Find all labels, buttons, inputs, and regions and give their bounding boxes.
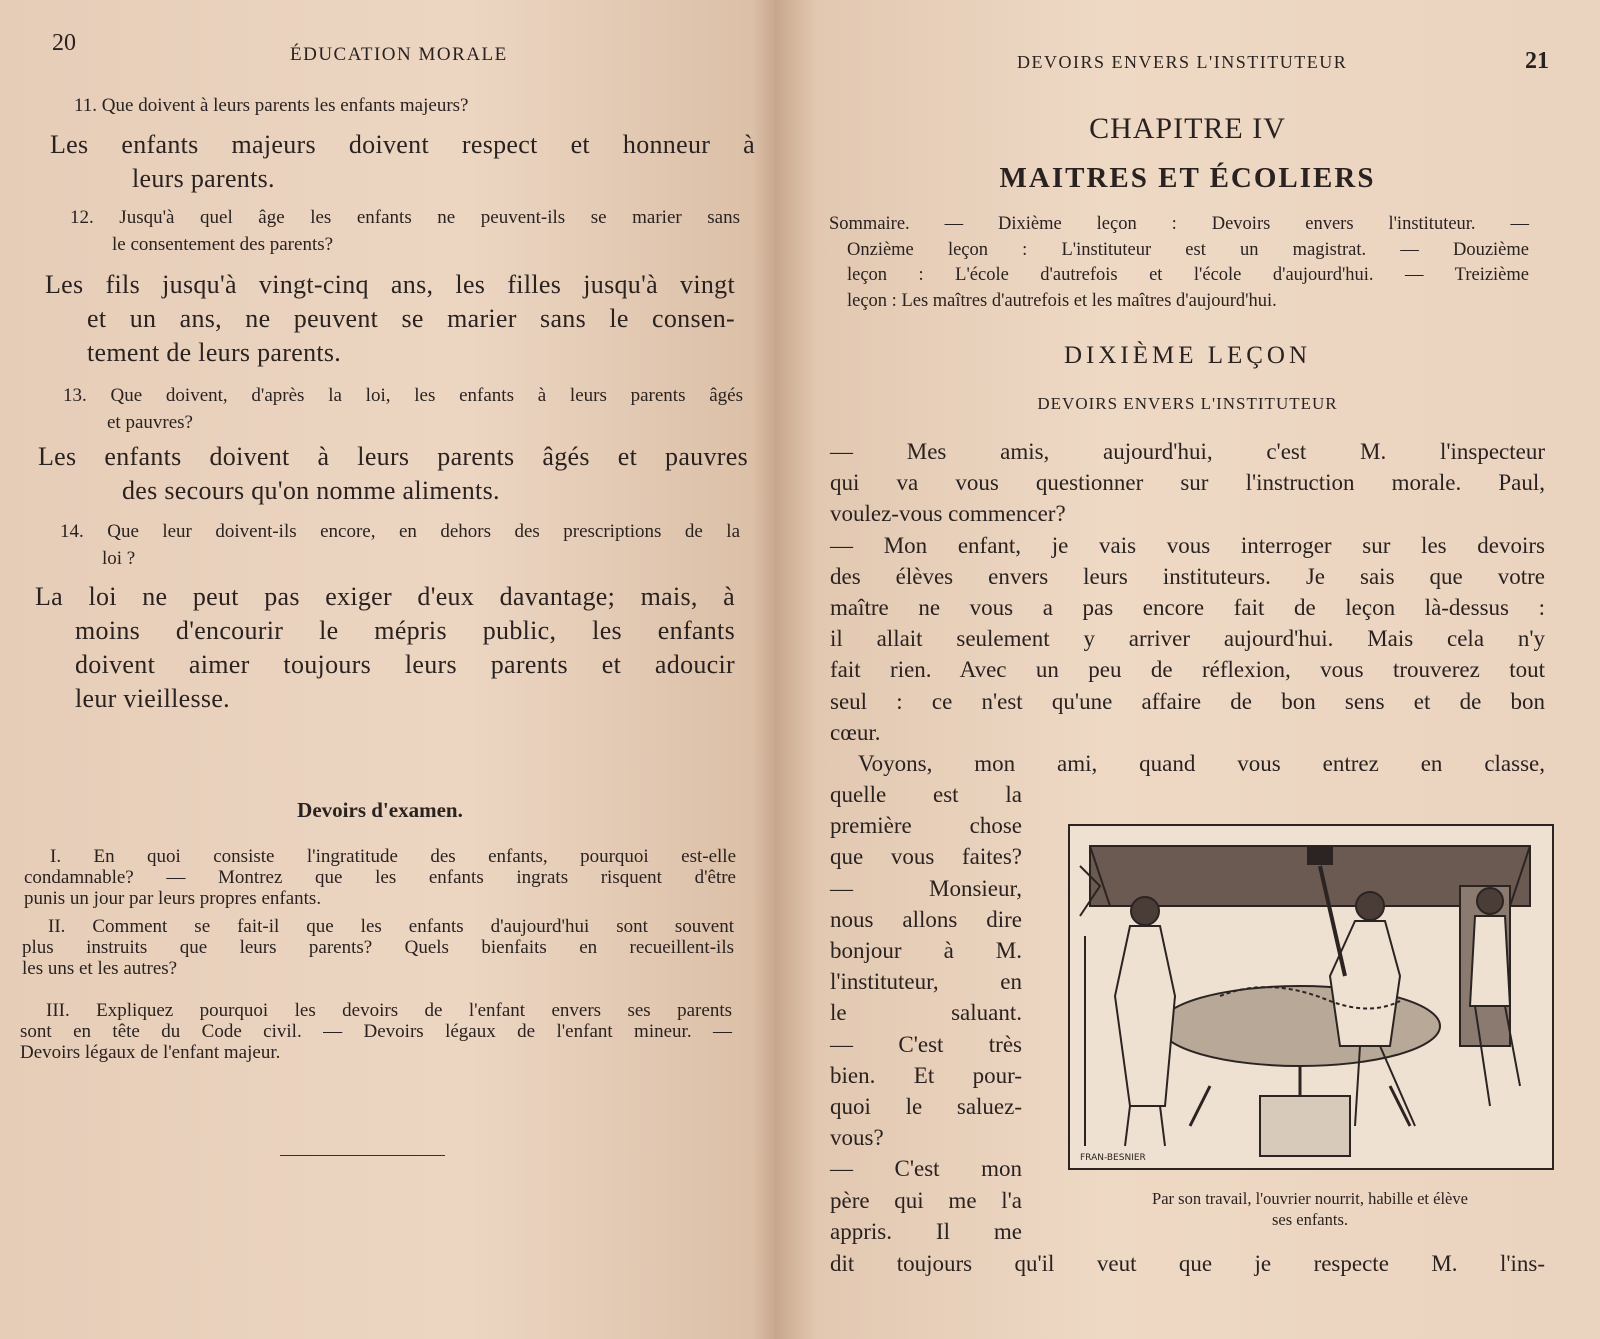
lesson-title: DIXIÈME LEÇON: [1063, 342, 1312, 369]
text-line: Devoirs légaux de l'enfant majeur.: [20, 1042, 281, 1063]
text-line: vous?: [830, 1125, 884, 1151]
text-line: quelle est la: [830, 782, 1022, 807]
chapter-title: MAITRES ET ÉCOLIERS: [999, 162, 1376, 194]
dialogue-text-narrow: [830, 779, 1022, 1247]
text-line: Onzième leçon : L'instituteur est un magistrat. — Douzième: [847, 239, 1529, 260]
text-line: Sommaire. — Dixième leçon : Devoirs envers l'instituteur. —: [829, 214, 1529, 234]
text-line: seul : ce n'est qu'une affaire de bon sens et de bon: [830, 688, 1545, 714]
answer: [35, 580, 735, 716]
text-line: Voyons, mon ami, quand vous entrez en classe,: [858, 751, 1545, 777]
closing-rule: [280, 1155, 445, 1156]
text-line: leurs parents.: [132, 164, 275, 193]
text-line: quoi le saluez-: [830, 1094, 1022, 1120]
exam-question: [22, 916, 734, 979]
text-line: des élèves envers leurs instituteurs. Je sais que votre: [830, 563, 1545, 589]
text-line: sont en tête du Code civil. — Devoirs légaux de l'enfant mineur. —: [20, 1021, 732, 1042]
exam-question: [20, 1000, 732, 1063]
text-line: des secours qu'on nomme aliments.: [122, 476, 500, 505]
illustration-signature: FRAN-BESNIER: [1080, 1153, 1146, 1163]
text-line: — C'est très: [830, 1031, 1022, 1057]
text-line: leçon : Les maîtres d'autrefois et les maîtres d'aujourd'hui.: [847, 290, 1277, 311]
text-line: punis un jour par leurs propres enfants.: [24, 888, 322, 909]
text-line: il allait seulement y arriver aujourd'hui. Mais cela n'y: [830, 626, 1545, 652]
text-line: plus instruits que leurs parents? Quels bienfaits en recueillent-ils: [22, 937, 734, 958]
question: [74, 92, 734, 119]
text-line: condamnable? — Montrez que les enfants ingrats risquent d'être: [24, 867, 736, 888]
lesson-subtitle: DEVOIRS ENVERS L'INSTITUTEUR: [1037, 394, 1338, 413]
text-line: I. En quoi consiste l'ingratitude des enfants, pourquoi est-elle: [50, 846, 736, 867]
text-line: nous allons dire: [830, 906, 1022, 932]
running-head: ÉDUCATION MORALE: [290, 44, 508, 65]
text-line: II. Comment se fait-il que les enfants d'aujourd'hui sont souvent: [48, 916, 734, 937]
answer: [45, 268, 735, 370]
text-line: voulez-vous commencer?: [830, 501, 1066, 527]
text-line: doivent aimer toujours leurs parents et adoucir: [75, 650, 735, 679]
text-line: tement de leurs parents.: [87, 338, 342, 367]
text-line: Les fils jusqu'à vingt-cinq ans, les filles jusqu'à vingt: [45, 270, 735, 299]
illustration-caption: [1060, 1188, 1560, 1230]
text-line: cœur.: [830, 719, 881, 745]
text-line: appris. Il me: [830, 1218, 1022, 1244]
text-line: le saluant.: [830, 1000, 1022, 1026]
left-page: [0, 0, 775, 1339]
text-line: maître ne vous a pas encore fait de leçon là-dessus :: [830, 595, 1545, 621]
text-line: leur vieillesse.: [75, 684, 230, 713]
text-line: père qui me l'a: [830, 1187, 1022, 1213]
text-line: — Monsieur,: [830, 875, 1022, 901]
exam-question: [24, 846, 736, 909]
text-line: dit toujours qu'il veut que je respecte M. l'ins-: [830, 1251, 1545, 1276]
text-line: 12. Jusqu'à quel âge les enfants ne peuvent-ils se marier sans: [70, 207, 740, 228]
text-line: et un ans, ne peuvent se marier sans le consen-: [87, 304, 735, 333]
page-number: 20: [52, 30, 76, 56]
text-line: les uns et les autres?: [22, 958, 178, 979]
text-line: leçon : L'école d'autrefois et l'école d'aujourd'hui. — Treizième: [847, 265, 1529, 285]
text-line: l'instituteur, en: [830, 969, 1022, 995]
answer: [50, 128, 755, 196]
answer: [38, 440, 748, 508]
caption-line: Par son travail, l'ouvrier nourrit, habille et élève: [1152, 1189, 1468, 1208]
text-line: III. Expliquez pourquoi les devoirs de l'enfant envers ses parents: [46, 1000, 732, 1021]
text-line: que vous faites?: [830, 844, 1022, 870]
text-line: et pauvres?: [107, 412, 193, 433]
chapter-number: CHAPITRE IV: [1089, 112, 1286, 145]
exam-title: Devoirs d'examen.: [297, 798, 463, 822]
text-line: bonjour à M.: [830, 938, 1022, 964]
running-head: DEVOIRS ENVERS L'INSTITUTEUR: [1017, 52, 1348, 72]
text-line: — Mes amis, aujourd'hui, c'est M. l'inspecteur: [830, 439, 1545, 464]
question: [63, 382, 743, 436]
text-line: La loi ne peut pas exiger d'eux davantage; mais, à: [35, 582, 735, 611]
question: [70, 204, 740, 258]
text-line: — C'est mon: [830, 1156, 1022, 1182]
dialogue-text-last: [830, 1248, 1545, 1279]
text-line: loi ?: [102, 548, 136, 569]
sommaire: [829, 212, 1529, 314]
text-line: 11. Que doivent à leurs parents les enfants majeurs?: [74, 95, 469, 116]
text-line: 14. Que leur doivent-ils encore, en dehors des prescriptions de la: [60, 521, 740, 542]
text-line: 13. Que doivent, d'après la loi, les enfants à leurs parents âgés: [63, 385, 743, 406]
illustration-blacksmith-forge: [1068, 824, 1554, 1170]
dialogue-text: [830, 436, 1545, 779]
page-number: 21: [1525, 48, 1549, 74]
forge-drawing: [1070, 826, 1552, 1168]
text-line: le consentement des parents?: [112, 234, 334, 255]
question: [60, 518, 740, 572]
text-line: bien. Et pour-: [830, 1062, 1022, 1088]
text-line: moins d'encourir le mépris public, les enfants: [75, 616, 735, 645]
text-line: fait rien. Avec un peu de réflexion, vous trouverez tout: [830, 657, 1545, 683]
text-line: Les enfants majeurs doivent respect et honneur à: [50, 130, 755, 159]
text-line: qui va vous questionner sur l'instruction morale. Paul,: [830, 470, 1545, 496]
text-line: première chose: [830, 813, 1022, 839]
caption-line: ses enfants.: [1271, 1210, 1349, 1229]
text-line: Les enfants doivent à leurs parents âgés et pauvres: [38, 442, 748, 471]
text-line: — Mon enfant, je vais vous interroger sur les devoirs: [830, 532, 1545, 558]
